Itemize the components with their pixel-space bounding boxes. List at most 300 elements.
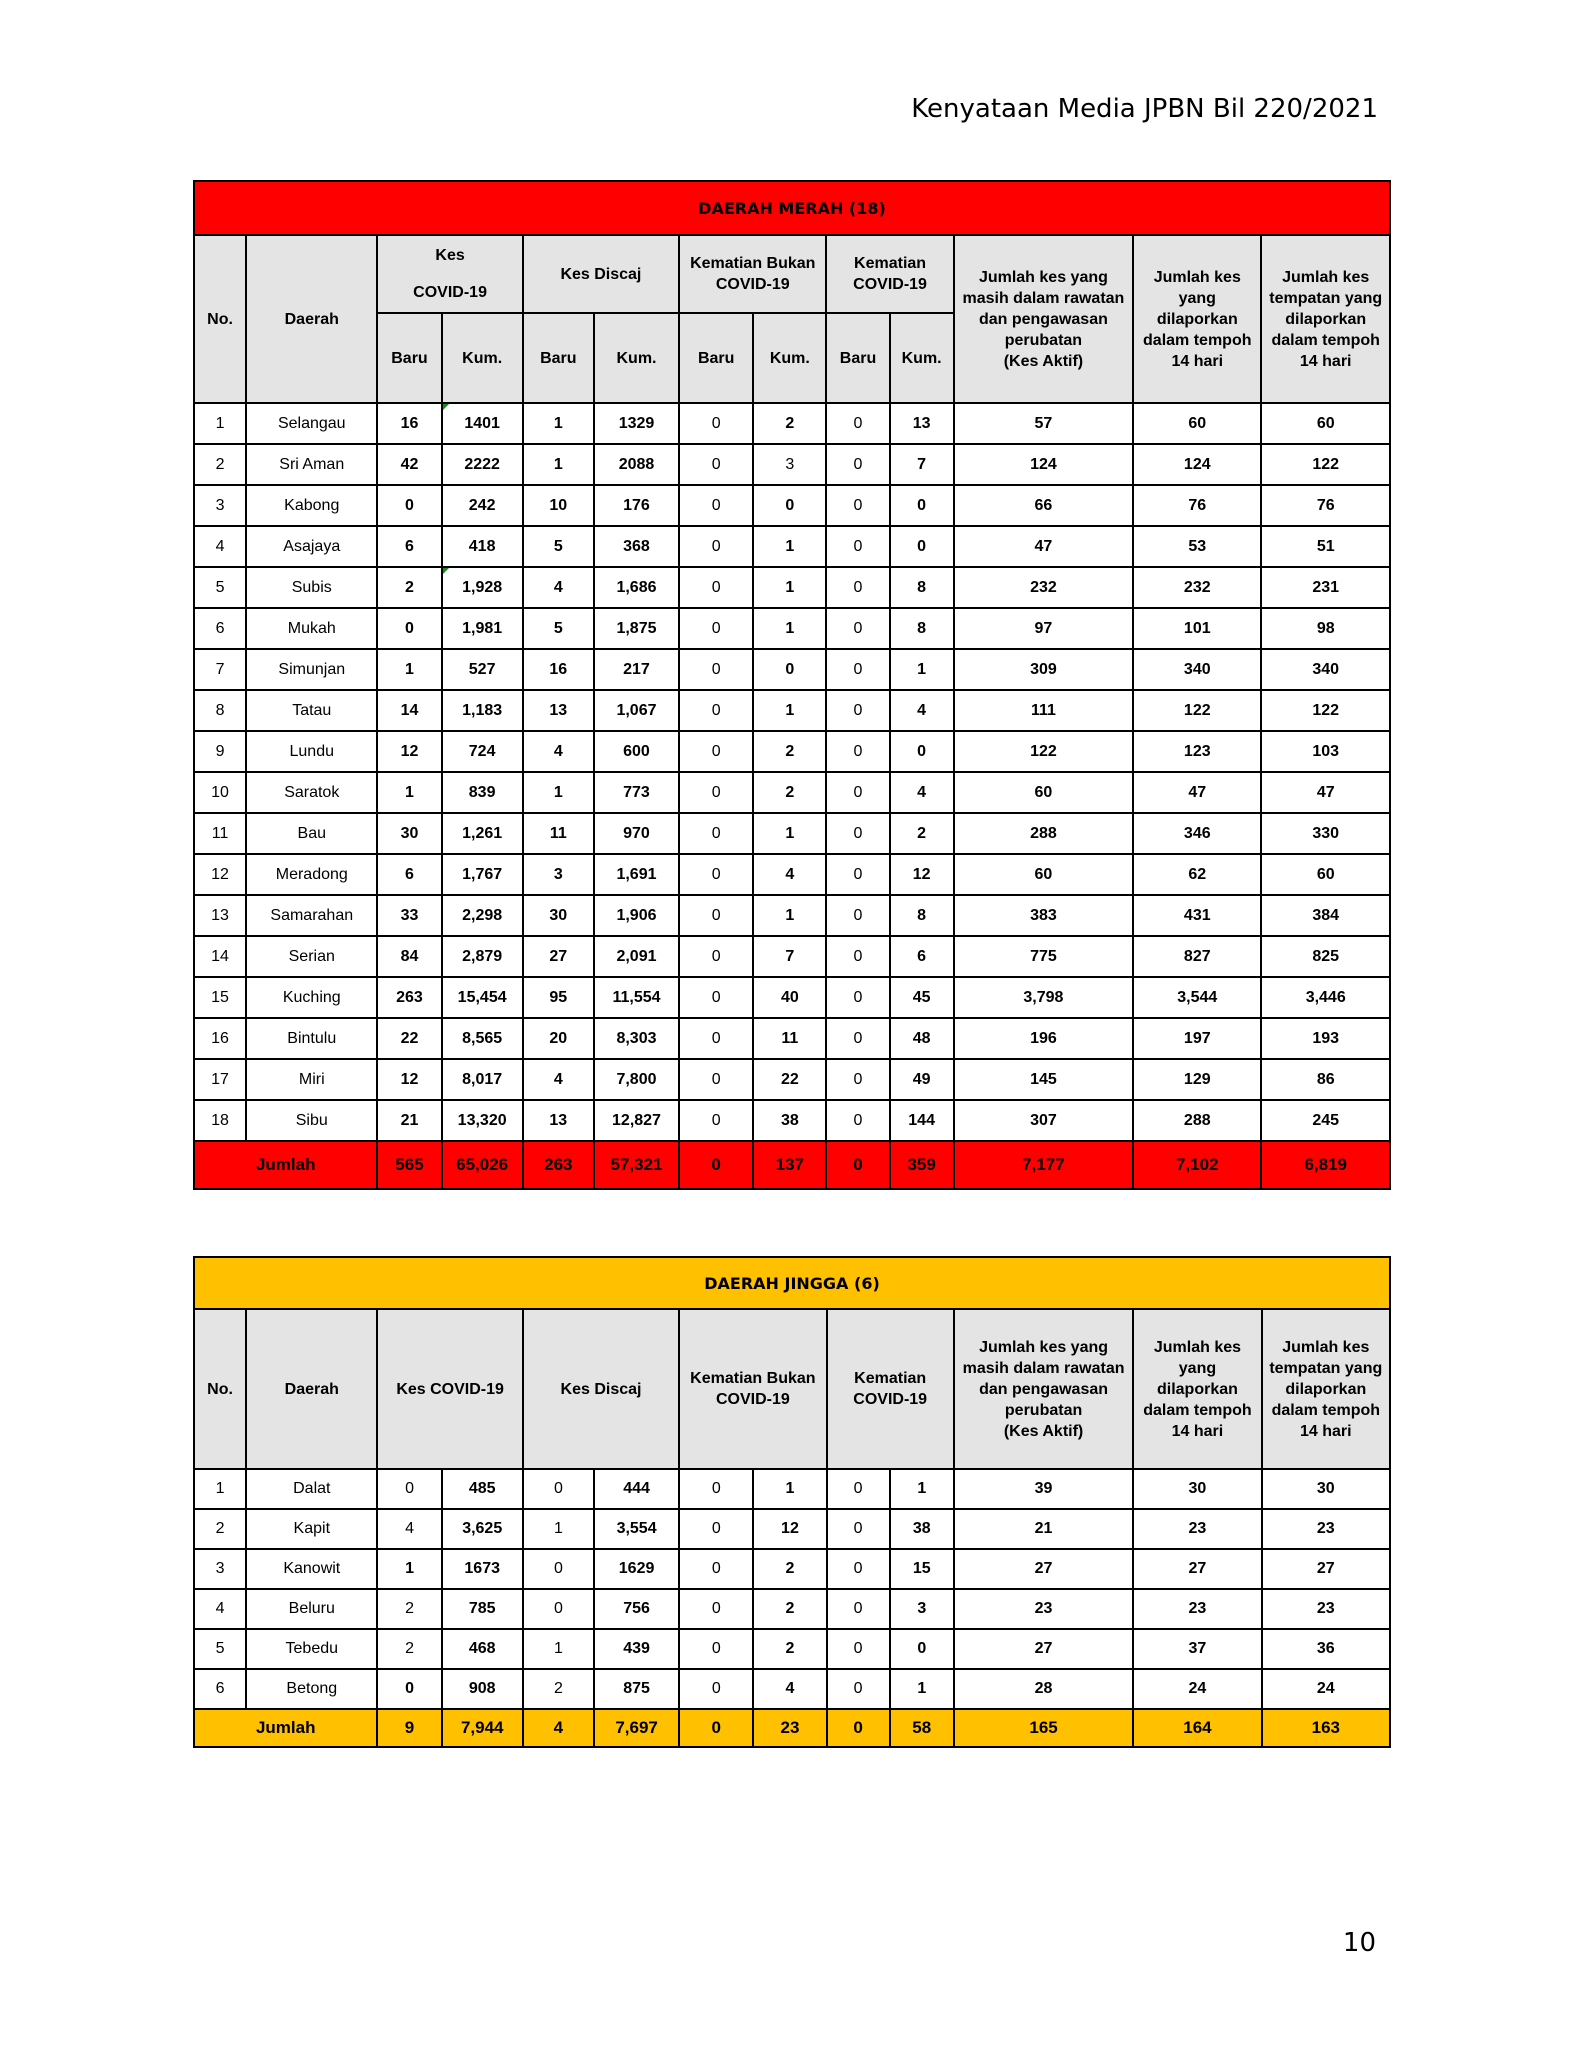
header-tempatan-14-hari: Jumlah kes tempatan yang dilaporkan dalam tempoh 14 hari	[1261, 235, 1390, 403]
data-cell: 3,625	[442, 1509, 523, 1549]
data-cell: 8	[890, 608, 954, 649]
header-kes-covid: Kes COVID-19	[377, 235, 522, 313]
data-cell: 0	[753, 485, 826, 526]
red-zone-table	[193, 180, 1391, 1190]
table-row	[194, 649, 1390, 690]
data-cell: 242	[442, 485, 523, 526]
data-cell: 0	[679, 649, 753, 690]
data-cell: 66	[954, 485, 1133, 526]
row-number: 6	[194, 1669, 246, 1709]
data-cell: 2222	[442, 444, 523, 485]
data-cell: 12	[377, 1059, 441, 1100]
data-cell: 756	[594, 1589, 679, 1629]
data-cell: 27	[954, 1549, 1133, 1589]
data-cell: 1,067	[594, 690, 679, 731]
row-number: 3	[194, 1549, 246, 1589]
data-cell: 10	[523, 485, 594, 526]
data-cell: 23	[1133, 1509, 1261, 1549]
data-cell: 245	[1261, 1100, 1390, 1141]
district-name: Subis	[246, 567, 377, 608]
data-cell: 2	[753, 731, 826, 772]
data-cell: 5	[523, 608, 594, 649]
data-cell: 30	[1262, 1469, 1390, 1509]
data-cell: 23	[1262, 1589, 1390, 1629]
data-cell: 1,183	[442, 690, 523, 731]
data-cell: 76	[1133, 485, 1261, 526]
table-row	[194, 772, 1390, 813]
district-name: Sri Aman	[246, 444, 377, 485]
orange-zone-banner: DAERAH JINGGA (6)	[194, 1257, 1390, 1309]
data-cell: 122	[954, 731, 1133, 772]
subheader-baru: Baru	[377, 313, 441, 403]
header-daerah: Daerah	[246, 235, 377, 403]
data-cell: 33	[377, 895, 441, 936]
data-cell: 0	[826, 1059, 889, 1100]
data-cell: 23	[1133, 1589, 1261, 1629]
data-cell: 1629	[594, 1549, 679, 1589]
row-number: 2	[194, 1509, 246, 1549]
data-cell: 124	[1133, 444, 1261, 485]
data-cell: 42	[377, 444, 441, 485]
row-number: 18	[194, 1100, 246, 1141]
data-cell: 970	[594, 813, 679, 854]
data-cell: 12,827	[594, 1100, 679, 1141]
district-name: Sibu	[246, 1100, 377, 1141]
table-row	[194, 1549, 1390, 1589]
data-cell: 4	[753, 854, 826, 895]
data-cell: 0	[679, 813, 753, 854]
district-name: Simunjan	[246, 649, 377, 690]
data-cell: 288	[1133, 1100, 1261, 1141]
data-cell: 39	[954, 1469, 1133, 1509]
data-cell: 0	[679, 772, 753, 813]
data-cell: 84	[377, 936, 441, 977]
district-name: Betong	[246, 1669, 377, 1709]
data-cell: 1	[753, 526, 826, 567]
data-cell: 346	[1133, 813, 1261, 854]
district-name: Lundu	[246, 731, 377, 772]
red-total-row	[194, 1141, 1390, 1189]
data-cell: 0	[753, 649, 826, 690]
data-cell: 0	[679, 485, 753, 526]
data-cell: 3,798	[954, 977, 1133, 1018]
data-cell: 51	[1261, 526, 1390, 567]
data-cell: 60	[1133, 403, 1261, 444]
district-name: Bau	[246, 813, 377, 854]
data-cell: 340	[1261, 649, 1390, 690]
data-cell: 231	[1261, 567, 1390, 608]
data-cell: 1	[523, 403, 594, 444]
data-cell: 1	[523, 772, 594, 813]
data-cell: 527	[442, 649, 523, 690]
table-row	[194, 526, 1390, 567]
data-cell: 48	[890, 1018, 954, 1059]
data-cell: 37	[1133, 1629, 1261, 1669]
data-cell: 57	[954, 403, 1133, 444]
data-cell: 418	[442, 526, 523, 567]
table-row	[194, 485, 1390, 526]
data-cell: 30	[377, 813, 441, 854]
row-number: 1	[194, 403, 246, 444]
data-cell: 3	[753, 444, 826, 485]
data-cell: 6	[890, 936, 954, 977]
data-cell: 122	[1261, 690, 1390, 731]
table-row	[194, 1629, 1390, 1669]
data-cell: 145	[954, 1059, 1133, 1100]
district-name: Dalat	[246, 1469, 377, 1509]
subheader-baru: Baru	[523, 313, 594, 403]
data-cell: 0	[826, 526, 889, 567]
data-cell: 1,981	[442, 608, 523, 649]
data-cell: 3,544	[1133, 977, 1261, 1018]
data-cell: 8	[890, 567, 954, 608]
data-cell: 1	[890, 1669, 954, 1709]
data-cell: 2	[753, 1629, 826, 1669]
header-kes-aktif: Jumlah kes yang masih dalam rawatan dan pengawasan perubatan (Kes Aktif)	[954, 235, 1133, 403]
data-cell: 0	[679, 1669, 753, 1709]
total-cell: 0	[679, 1141, 753, 1189]
data-cell: 7	[753, 936, 826, 977]
data-cell: 825	[1261, 936, 1390, 977]
subheader-baru: Baru	[826, 313, 889, 403]
data-cell: 0	[826, 813, 889, 854]
total-cell: 7,177	[954, 1141, 1133, 1189]
data-cell: 1	[753, 608, 826, 649]
data-cell: 1,261	[442, 813, 523, 854]
data-cell: 23	[954, 1589, 1133, 1629]
subheader-kum: Kum.	[890, 313, 954, 403]
data-cell: 0	[679, 1018, 753, 1059]
data-cell: 0	[826, 1100, 889, 1141]
data-cell: 1,875	[594, 608, 679, 649]
data-cell: 0	[826, 977, 889, 1018]
total-cell: 65,026	[442, 1141, 523, 1189]
subheader-baru: Baru	[679, 313, 753, 403]
table-row	[194, 1509, 1390, 1549]
row-number: 15	[194, 977, 246, 1018]
table-row	[194, 895, 1390, 936]
data-cell: 0	[679, 1469, 753, 1509]
data-cell: 3,554	[594, 1509, 679, 1549]
total-cell: 164	[1133, 1709, 1261, 1747]
data-cell: 13,320	[442, 1100, 523, 1141]
total-cell: 0	[679, 1709, 753, 1747]
data-cell: 24	[1262, 1669, 1390, 1709]
data-cell: 3	[523, 854, 594, 895]
total-cell: 359	[890, 1141, 954, 1189]
data-cell: 773	[594, 772, 679, 813]
data-cell: 2,091	[594, 936, 679, 977]
district-name: Kuching	[246, 977, 377, 1018]
data-cell: 28	[954, 1669, 1133, 1709]
data-cell: 0	[523, 1589, 594, 1629]
data-cell: 40	[753, 977, 826, 1018]
data-cell: 6	[377, 854, 441, 895]
total-cell: 7,944	[442, 1709, 523, 1747]
header-kes-covid: Kes COVID-19	[377, 1309, 522, 1469]
data-cell: 468	[442, 1629, 523, 1669]
data-cell: 45	[890, 977, 954, 1018]
row-number: 4	[194, 1589, 246, 1629]
data-cell: 30	[523, 895, 594, 936]
data-cell: 0	[826, 649, 889, 690]
data-cell: 3	[890, 1589, 954, 1629]
data-cell: 0	[523, 1469, 594, 1509]
data-cell: 384	[1261, 895, 1390, 936]
data-cell: 0	[890, 731, 954, 772]
data-cell: 11,554	[594, 977, 679, 1018]
data-cell: 13	[523, 690, 594, 731]
subheader-kum: Kum.	[442, 313, 523, 403]
total-cell: 0	[826, 1141, 889, 1189]
table-row	[194, 444, 1390, 485]
data-cell: 2	[890, 813, 954, 854]
data-cell: 12	[377, 731, 441, 772]
total-cell: 165	[954, 1709, 1133, 1747]
data-cell: 340	[1133, 649, 1261, 690]
data-cell: 0	[679, 1589, 753, 1629]
data-cell: 2	[523, 1669, 594, 1709]
data-cell: 1	[523, 1629, 594, 1669]
data-cell: 0	[826, 895, 889, 936]
data-cell: 785	[442, 1589, 523, 1629]
total-cell: 565	[377, 1141, 441, 1189]
row-number: 10	[194, 772, 246, 813]
data-cell: 600	[594, 731, 679, 772]
data-cell: 13	[523, 1100, 594, 1141]
data-cell: 0	[827, 1469, 890, 1509]
data-cell: 4	[377, 1509, 441, 1549]
data-cell: 12	[890, 854, 954, 895]
header-tempatan-14-hari: Jumlah kes tempatan yang dilaporkan dalam tempoh 14 hari	[1262, 1309, 1390, 1469]
data-cell: 47	[954, 526, 1133, 567]
red-zone-banner: DAERAH MERAH (18)	[194, 181, 1390, 235]
data-cell: 0	[826, 854, 889, 895]
total-cell: 4	[523, 1709, 594, 1747]
data-cell: 1	[377, 1549, 441, 1589]
district-name: Mukah	[246, 608, 377, 649]
data-cell: 4	[753, 1669, 826, 1709]
total-label: Jumlah	[194, 1709, 377, 1747]
data-cell: 0	[377, 608, 441, 649]
data-cell: 232	[954, 567, 1133, 608]
data-cell: 0	[523, 1549, 594, 1589]
data-cell: 0	[679, 444, 753, 485]
data-cell: 16	[377, 403, 441, 444]
data-cell: 27	[1262, 1549, 1390, 1589]
data-cell: 60	[1261, 403, 1390, 444]
data-cell: 129	[1133, 1059, 1261, 1100]
data-cell: 22	[377, 1018, 441, 1059]
data-cell: 0	[679, 1100, 753, 1141]
table-row	[194, 690, 1390, 731]
total-cell: 163	[1262, 1709, 1390, 1747]
total-cell: 57,321	[594, 1141, 679, 1189]
data-cell: 0	[827, 1589, 890, 1629]
data-cell: 2	[753, 772, 826, 813]
data-cell: 4	[523, 567, 594, 608]
data-cell: 1	[753, 690, 826, 731]
data-cell: 0	[679, 1509, 753, 1549]
data-cell: 15,454	[442, 977, 523, 1018]
district-name: Tatau	[246, 690, 377, 731]
data-cell: 0	[890, 485, 954, 526]
data-cell: 27	[1133, 1549, 1261, 1589]
row-number: 1	[194, 1469, 246, 1509]
data-cell: 0	[377, 1669, 441, 1709]
data-cell: 111	[954, 690, 1133, 731]
data-cell: 827	[1133, 936, 1261, 977]
data-cell: 4	[523, 1059, 594, 1100]
header-no: No.	[194, 1309, 246, 1469]
total-cell: 7,697	[594, 1709, 679, 1747]
data-cell: 1,767	[442, 854, 523, 895]
data-cell: 444	[594, 1469, 679, 1509]
data-cell: 0	[826, 690, 889, 731]
data-cell: 38	[753, 1100, 826, 1141]
data-cell: 11	[523, 813, 594, 854]
header-kes-discaj: Kes Discaj	[523, 235, 679, 313]
data-cell: 24	[1133, 1669, 1261, 1709]
data-cell: 6	[377, 526, 441, 567]
data-cell: 0	[826, 403, 889, 444]
data-cell: 0	[679, 1059, 753, 1100]
data-cell: 288	[954, 813, 1133, 854]
data-cell: 775	[954, 936, 1133, 977]
data-cell: 0	[826, 444, 889, 485]
total-cell: 58	[890, 1709, 954, 1747]
table-row	[194, 977, 1390, 1018]
data-cell: 4	[890, 772, 954, 813]
data-cell: 0	[377, 485, 441, 526]
data-cell: 27	[954, 1629, 1133, 1669]
data-cell: 0	[890, 1629, 954, 1669]
data-cell: 1	[523, 1509, 594, 1549]
data-cell: 12	[753, 1509, 826, 1549]
data-cell: 439	[594, 1629, 679, 1669]
data-cell: 0	[826, 936, 889, 977]
data-cell: 47	[1133, 772, 1261, 813]
table-row	[194, 608, 1390, 649]
header-daerah: Daerah	[246, 1309, 377, 1469]
data-cell: 14	[377, 690, 441, 731]
data-cell: 123	[1133, 731, 1261, 772]
total-cell: 23	[753, 1709, 826, 1747]
data-cell: 95	[523, 977, 594, 1018]
district-name: Kabong	[246, 485, 377, 526]
data-cell: 0	[826, 608, 889, 649]
district-name: Tebedu	[246, 1629, 377, 1669]
data-cell: 16	[523, 649, 594, 690]
data-cell: 98	[1261, 608, 1390, 649]
table-row	[194, 1669, 1390, 1709]
total-cell: 263	[523, 1141, 594, 1189]
total-cell: 137	[753, 1141, 826, 1189]
row-number: 4	[194, 526, 246, 567]
table-row	[194, 936, 1390, 977]
data-cell: 7,800	[594, 1059, 679, 1100]
total-cell: 7,102	[1133, 1141, 1261, 1189]
table-row	[194, 567, 1390, 608]
data-cell: 38	[890, 1509, 954, 1549]
data-cell: 0	[679, 936, 753, 977]
data-cell: 22	[753, 1059, 826, 1100]
data-cell: 431	[1133, 895, 1261, 936]
data-cell: 0	[826, 731, 889, 772]
data-cell: 2088	[594, 444, 679, 485]
table-row	[194, 1059, 1390, 1100]
data-cell: 2	[377, 1589, 441, 1629]
data-cell: 2	[753, 1589, 826, 1629]
data-cell: 1	[753, 1469, 826, 1509]
row-number: 9	[194, 731, 246, 772]
data-cell: 47	[1261, 772, 1390, 813]
data-cell: 0	[679, 854, 753, 895]
data-cell: 20	[523, 1018, 594, 1059]
data-cell: 86	[1261, 1059, 1390, 1100]
total-cell: 9	[377, 1709, 441, 1747]
data-cell: 176	[594, 485, 679, 526]
data-cell: 3,446	[1261, 977, 1390, 1018]
data-cell: 2	[753, 403, 826, 444]
data-cell: 307	[954, 1100, 1133, 1141]
district-name: Beluru	[246, 1589, 377, 1629]
data-cell: 60	[1261, 854, 1390, 895]
header-kematian-bukan-covid: Kematian Bukan COVID-19	[679, 235, 826, 313]
data-cell: 2	[377, 567, 441, 608]
data-cell: 4	[523, 731, 594, 772]
data-cell: 1401	[442, 403, 523, 444]
data-cell: 53	[1133, 526, 1261, 567]
data-cell: 103	[1261, 731, 1390, 772]
data-cell: 197	[1133, 1018, 1261, 1059]
data-cell: 0	[679, 977, 753, 1018]
data-cell: 0	[679, 895, 753, 936]
page-number: 10	[1342, 1928, 1376, 1958]
data-cell: 8	[890, 895, 954, 936]
data-cell: 2,298	[442, 895, 523, 936]
data-cell: 7	[890, 444, 954, 485]
data-cell: 1	[890, 1469, 954, 1509]
district-name: Samarahan	[246, 895, 377, 936]
data-cell: 0	[890, 526, 954, 567]
data-cell: 97	[954, 608, 1133, 649]
header-kematian-bukan-covid: Kematian Bukan COVID-19	[679, 1309, 826, 1469]
data-cell: 27	[523, 936, 594, 977]
header-dilaporkan-14-hari: Jumlah kes yang dilaporkan dalam tempoh 14 hari	[1133, 235, 1261, 403]
row-number: 12	[194, 854, 246, 895]
data-cell: 908	[442, 1669, 523, 1709]
data-cell: 1,906	[594, 895, 679, 936]
data-cell: 8,303	[594, 1018, 679, 1059]
row-number: 13	[194, 895, 246, 936]
data-cell: 13	[890, 403, 954, 444]
data-cell: 0	[827, 1549, 890, 1589]
data-cell: 263	[377, 977, 441, 1018]
data-cell: 0	[679, 567, 753, 608]
data-cell: 1673	[442, 1549, 523, 1589]
data-cell: 144	[890, 1100, 954, 1141]
data-cell: 0	[679, 1629, 753, 1669]
data-cell: 1	[753, 813, 826, 854]
data-cell: 1	[753, 895, 826, 936]
data-cell: 124	[954, 444, 1133, 485]
data-cell: 11	[753, 1018, 826, 1059]
data-cell: 217	[594, 649, 679, 690]
data-cell: 1	[753, 567, 826, 608]
data-cell: 0	[827, 1669, 890, 1709]
data-cell: 8,565	[442, 1018, 523, 1059]
